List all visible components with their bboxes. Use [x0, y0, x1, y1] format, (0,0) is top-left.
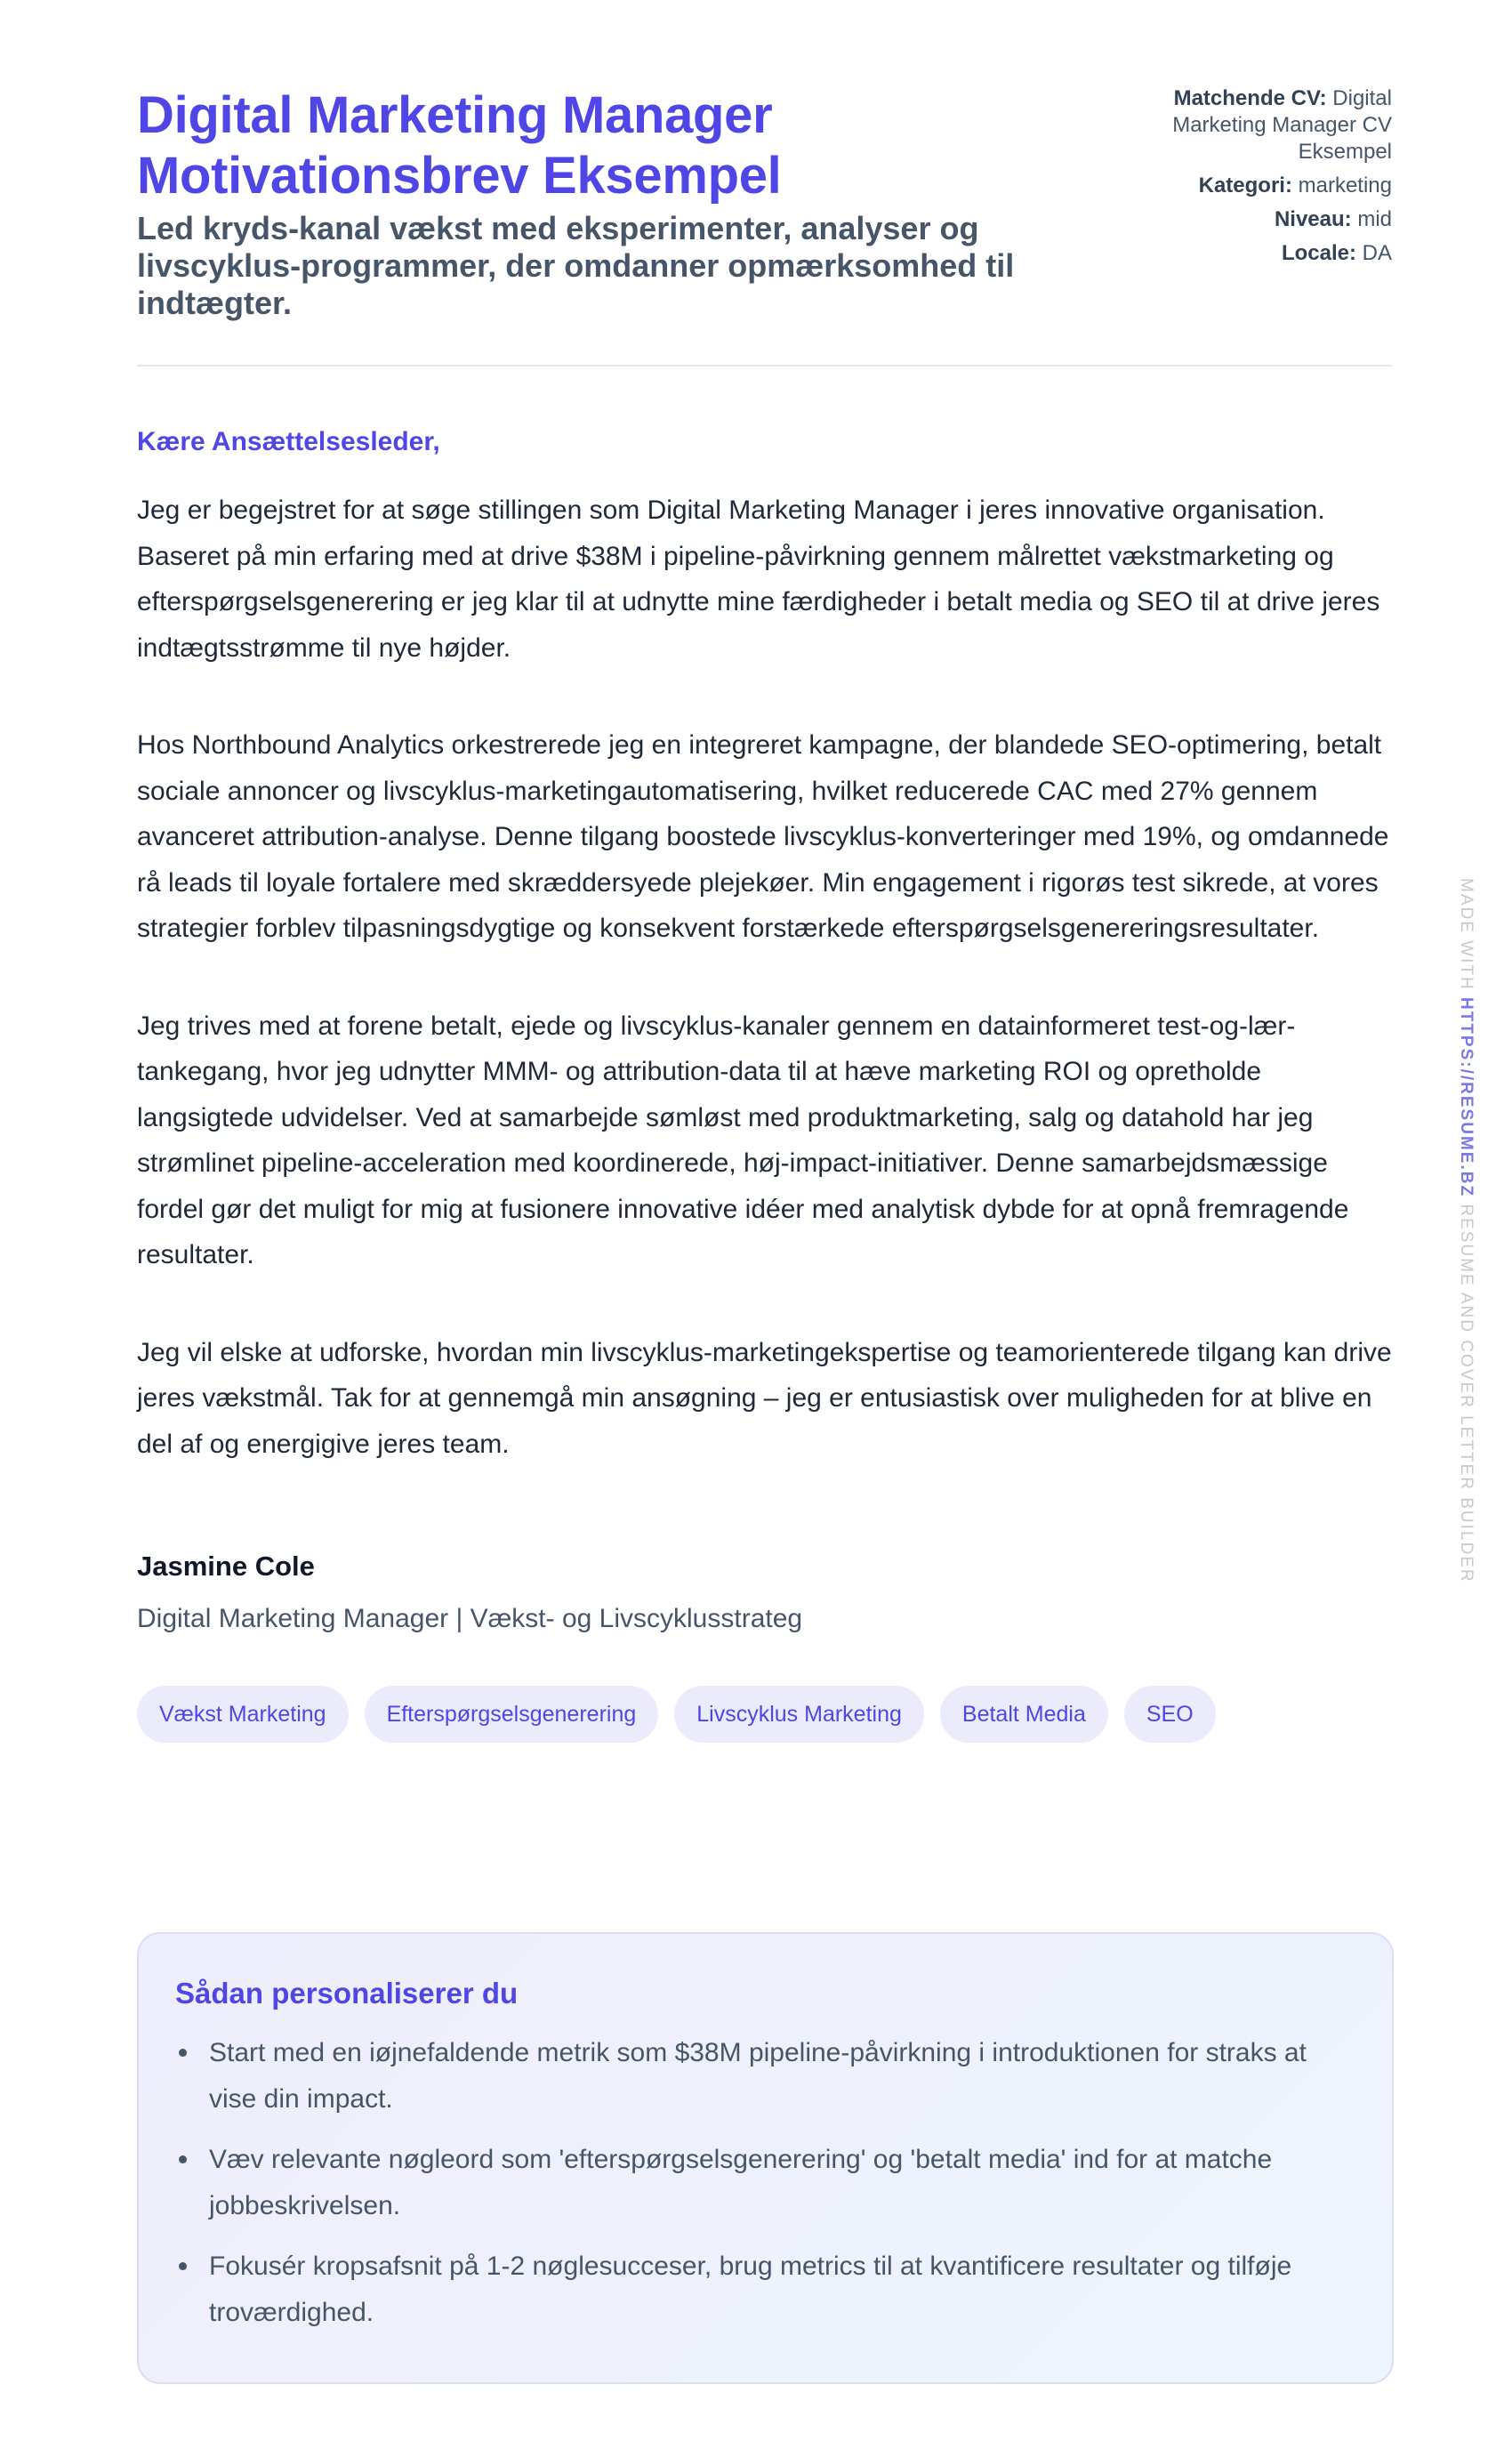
tip-item — [175, 2137, 1331, 2228]
tips-title: Sådan personaliserer du — [175, 1977, 519, 2010]
skill-tag: Livscyklus Marketing — [674, 1686, 924, 1743]
bullet-icon — [179, 2262, 187, 2270]
bullet-icon — [179, 2049, 187, 2057]
meta-value: mid — [1357, 207, 1392, 231]
tip-item — [175, 2244, 1331, 2335]
meta-value[interactable]: Digital Marketing Manager CV Eksempel — [1172, 86, 1392, 164]
personalization-tips — [137, 1932, 1394, 2384]
tip-text: Fokusér kropsafsnit på 1-2 nøglesucceser, brug metrics til at kvantificere resultater og tilføje troværdighed. — [209, 2252, 1292, 2327]
skill-tag: Efterspørgselsgenerering — [365, 1686, 659, 1743]
meta-label: Matchende CV: — [1173, 86, 1327, 110]
letter-paragraph: Jeg vil elske at udforske, hvordan min livscyklus-marketingekspertise og teamorienterede tilgang kan drive jeres vækstmål. Tak for at gennemgå min ansøgning – jeg er entusiastisk over muligheden for at blive en del af og energigive jeres team. — [137, 1337, 1392, 1459]
page-title: Digital Marketing Manager Motivationsbrev Eksempel — [137, 86, 782, 205]
meta-label: Niveau: — [1274, 207, 1352, 231]
skill-tag: Betalt Media — [940, 1686, 1108, 1743]
meta-locale — [1125, 240, 1392, 267]
skill-tag: Vækst Marketing — [137, 1686, 349, 1743]
skill-tags — [137, 1686, 1392, 1743]
bullet-icon — [179, 2155, 187, 2163]
letter-paragraph: Jeg trives med at forene betalt, ejede og livscyklus-kanaler gennem en datainformeret test-og-lær-tankegang, hvor jeg udnytter MMM- og attribution-data til at hæve marketing ROI og opretholde langsigtede udvidelser. Ved at samarbejde sømløst med produktmarketing, salg og datahold har jeg strømlinet pipeline-acceleration med koordinerede, høj-impact-initiativer. Denne samarbejdsmæssige fordel gør det muligt for mig at fusionere innovative idéer med analytisk dybde for at opnå fremragende resultater. — [137, 1011, 1349, 1269]
watermark-prefix: MADE WITH — [1457, 878, 1476, 991]
meta-label: Kategori: — [1198, 173, 1292, 197]
tip-text: Væv relevante nøgleord som 'efterspørgselsgenerering' og 'betalt media' ind for at matche jobbeskrivelsen. — [209, 2145, 1273, 2220]
letter-body — [137, 427, 1392, 1743]
header-divider — [137, 365, 1392, 367]
meta-info — [1125, 85, 1392, 274]
skill-tag: SEO — [1124, 1686, 1216, 1743]
tip-item — [175, 2030, 1331, 2122]
watermark-suffix: RESUME AND COVER LETTER BUILDER — [1457, 1204, 1476, 1583]
signature-role: Digital Marketing Manager | Vækst- og Livscyklusstrateg — [137, 1604, 803, 1633]
letter-paragraph: Jeg er begejstret for at søge stillingen som Digital Marketing Manager i jeres innovative organisation. Baseret på min erfaring med at drive $38M i pipeline-påvirkning gennem målrettet vækstmarketing og efterspørgselsgenerering er jeg klar til at udnytte mine færdigheder i betalt media og SEO til at drive jeres indtægtsstrømme til nye højder. — [137, 495, 1380, 663]
salutation: Kære Ansættelsesleder, — [137, 427, 440, 456]
meta-matching-cv — [1125, 85, 1392, 165]
signature-name: Jasmine Cole — [137, 1551, 315, 1582]
page-subtitle: Led kryds-kanal vækst med eksperimenter, analyser og livscyklus-programmer, der omdanner opmærksomhed til indtægter. — [137, 210, 1015, 321]
meta-value: DA — [1362, 241, 1392, 265]
watermark — [1456, 878, 1476, 1583]
tips-list — [175, 2030, 1331, 2350]
meta-value: marketing — [1298, 173, 1392, 197]
watermark-link[interactable]: HTTPS://RESUME.BZ — [1457, 997, 1476, 1198]
meta-level — [1125, 206, 1392, 233]
page-header — [137, 85, 1392, 322]
tip-text: Start med en iøjnefaldende metrik som $38M pipeline-påvirkning i introduktionen for straks at vise din impact. — [209, 2038, 1307, 2114]
meta-category — [1125, 173, 1392, 199]
meta-label: Locale: — [1281, 241, 1356, 265]
letter-paragraph: Hos Northbound Analytics orkestrerede jeg en integreret kampagne, der blandede SEO-optimering, betalt sociale annoncer og livscyklus-marketingautomatisering, hvilket reducerede CAC med 27% gennem avanceret attribution-analyse. Denne tilgang boostede livscyklus-konverteringer med 19%, og omdannede rå leads til loyale fortalere med skræddersyede plejekøer. Min engagement i rigorøs test sikrede, at vores strategier forblev tilpasningsdygtige og konsekvent forstærkede efterspørgselsgenereringsresultater. — [137, 730, 1389, 943]
